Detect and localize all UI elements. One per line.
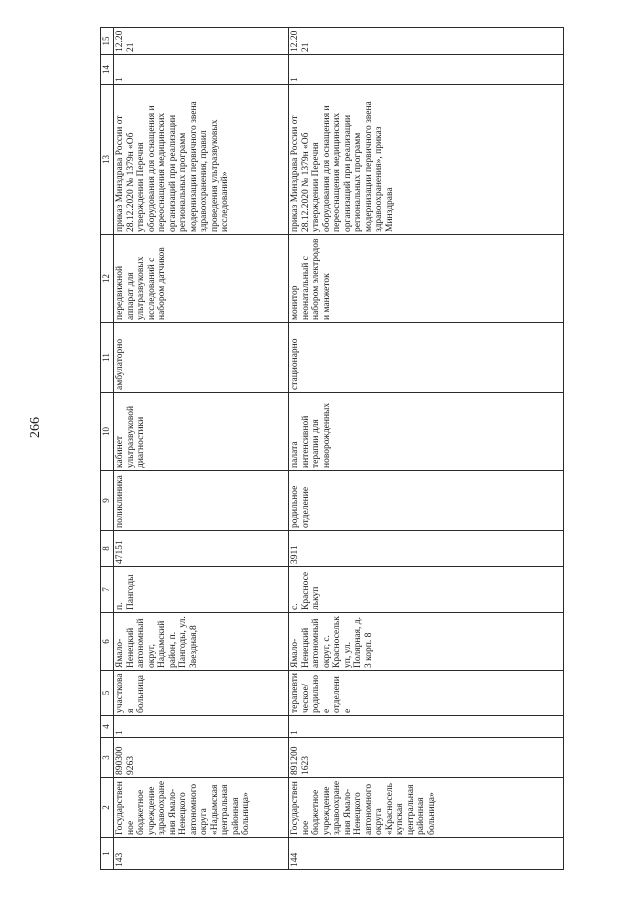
organization-name: Государственное бюджетное учреждение здравоохранения Ямало-Ненецкого автономного округа «Красноселькупская центральная районная больница» — [289, 778, 564, 838]
locality: п. Пангоды — [114, 567, 289, 613]
division-name: терапевтическое/родильное отделение — [289, 671, 564, 716]
organization-code: 891200 1623 — [289, 738, 564, 778]
equipment-table — [100, 27, 564, 870]
row-number: 143 — [114, 838, 289, 870]
column-number: 12 — [101, 235, 114, 323]
organization-code: 890300 9263 — [114, 738, 289, 778]
table-row — [289, 28, 564, 870]
column-number: 6 — [101, 613, 114, 671]
regulatory-order: приказ Минздрава России от 28.12.2020 № 1379н «Об утверждении Перечня оборудования для оснащения и переоснащения медицинских организаций при реализации региональных программ модернизации первичного звена здравоохранения», приказ Минздрава — [289, 85, 564, 235]
column-number: 9 — [101, 471, 114, 531]
room-name: палата интенсивной терапии для новорожденных — [289, 393, 564, 471]
unit-name: родильное отделение — [289, 471, 564, 531]
care-type: стационарно — [289, 323, 564, 393]
column-number: 8 — [101, 531, 114, 567]
equipment-name: монитор неонатальный с набором электродов и манжеток — [289, 235, 564, 323]
address: Ямало-Ненецкий автономный округ, Надымский район, п. Пангоды, ул. Звездная,8 — [114, 613, 289, 671]
rotated-table-area — [100, 30, 580, 870]
page-number: 266 — [28, 417, 43, 438]
regulatory-order: приказ Минздрава России от 28.12.2020 № 1379н «Об утверждении Перечня оборудования для оснащения и переоснащения медицинских организаций при реализации региональных программ модернизации первичного звена здравоохранения, правил проведения ультразвуковых исследований» — [114, 85, 289, 235]
column-number: 3 — [101, 738, 114, 778]
column-number: 14 — [101, 55, 114, 85]
locality: с. Красноселькуп — [289, 567, 564, 613]
column-number: 2 — [101, 778, 114, 838]
column-number: 4 — [101, 716, 114, 738]
quantity: 1 — [289, 55, 564, 85]
room-name: кабинет ультразвуковой диагностики — [114, 393, 289, 471]
column-number: 13 — [101, 85, 114, 235]
column-number: 11 — [101, 323, 114, 393]
column-4-value: 1 — [114, 716, 289, 738]
column-number: 1 — [101, 838, 114, 870]
column-number: 15 — [101, 28, 114, 55]
column-4-value: 1 — [289, 716, 564, 738]
quantity: 1 — [114, 55, 289, 85]
care-type: амбулаторно — [114, 323, 289, 393]
table-row — [114, 28, 289, 870]
delivery-date: 12.2021 — [289, 28, 564, 55]
delivery-date: 12.2021 — [114, 28, 289, 55]
population: 47151 — [114, 531, 289, 567]
address: Ямало-Ненецкий автономный округ, с. Красноселькуп, ул. Полярная, д. 3 корп. 8 — [289, 613, 564, 671]
column-number: 5 — [101, 671, 114, 716]
unit-name: поликлиника — [114, 471, 289, 531]
organization-name: Государственное бюджетное учреждение здравоохранения Ямало-Ненецкого автономного округа «Надымская центральная районная больница» — [114, 778, 289, 838]
equipment-name: передвижной аппарат для ультразвуковых исследований с набором датчиков — [114, 235, 289, 323]
column-numbers-row — [101, 28, 114, 870]
column-number: 10 — [101, 393, 114, 471]
row-number: 144 — [289, 838, 564, 870]
column-number: 7 — [101, 567, 114, 613]
division-name: участковая больница — [114, 671, 289, 716]
population: 3911 — [289, 531, 564, 567]
